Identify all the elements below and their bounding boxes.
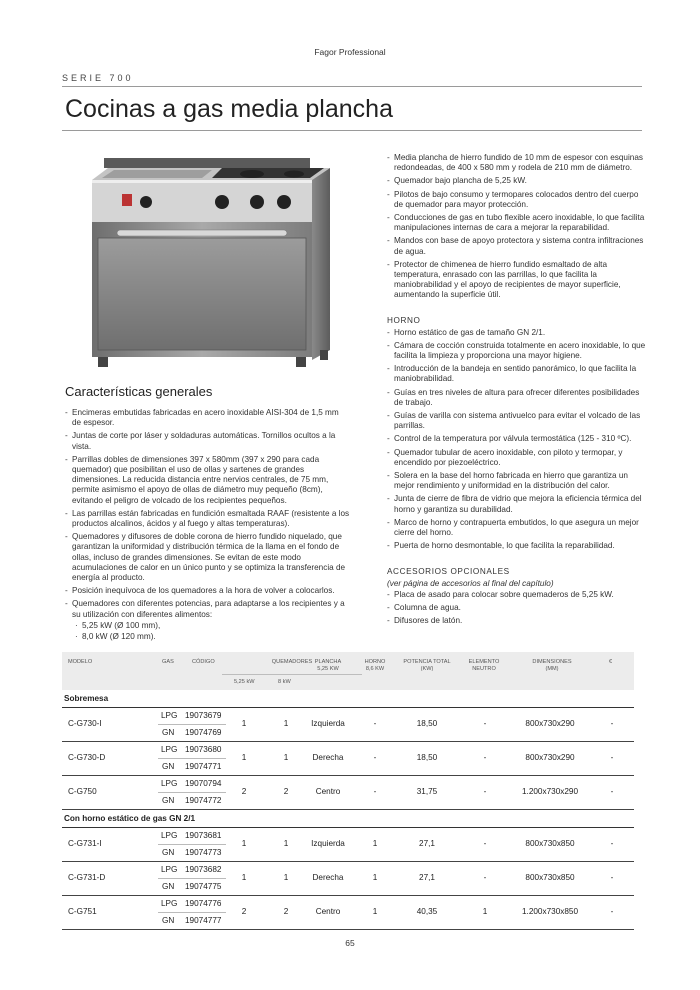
cell-model: C-G750 (68, 787, 97, 796)
cell-gas: GN (162, 728, 175, 737)
col-horno-sub: 8,6 KW (365, 665, 385, 672)
list-item: - Mandos con base de apoyo protectora y sistema contra infiltraciones de agua. (387, 236, 647, 256)
table-row (62, 862, 634, 896)
quemadores-divider (222, 674, 362, 675)
list-item: - Control de la temperatura por válvula termostática (125 - 310 ºC). (387, 434, 647, 444)
table-header (62, 652, 634, 690)
cell-precio: - (610, 719, 614, 728)
cell-gas: LPG (161, 779, 178, 788)
list-item: - Junta de cierre de fibra de vidrio que mejora la eficiencia térmica del horno y garantiza su durabilidad. (387, 494, 647, 514)
gas-divider (158, 758, 226, 759)
cell-code: 19073682 (185, 865, 222, 874)
cell-gas: LPG (161, 711, 178, 720)
col-potencia-label: POTENCIA TOTAL (403, 659, 451, 665)
list-item: - Horno estático de gas de tamaño GN 2/1. (387, 328, 647, 338)
cell-dimensiones: 800x730x850 (525, 839, 575, 848)
list-item: - Quemador tubular de acero inoxidable, con piloto y termopar, y encendido por piezoeléctrico. (387, 448, 647, 468)
cell-plancha: Centro (315, 907, 341, 916)
cell-code: 19074771 (185, 762, 222, 771)
gas-divider (158, 912, 226, 913)
table-row (62, 708, 634, 742)
cell-horno: 1 (372, 839, 378, 848)
cell-precio: - (610, 753, 614, 762)
cell-code: 19073681 (185, 831, 222, 840)
cell-code: 19074776 (185, 899, 222, 908)
cell-code: 19073679 (185, 711, 222, 720)
list-item: - Encimeras embutidas fabricadas en acero inoxidable AISI-304 de 1,5 mm de espesor. (65, 408, 350, 428)
list-item: - Guías de varilla con sistema antivuelco para evitar el volcado de las parrillas. (387, 411, 647, 431)
col-elemento (464, 659, 504, 672)
table-row (62, 776, 634, 810)
top-divider (62, 86, 642, 87)
list-item-text: Quemadores con diferentes potencias, para adaptarse a los recipientes y a su utilización con diferentes alimentos: (72, 599, 345, 619)
col-potencia (398, 659, 456, 672)
col-plancha-label: PLANCHA (314, 659, 342, 665)
cell-horno: 1 (372, 907, 378, 916)
cell-potencia: 27,1 (419, 839, 435, 848)
cell-gas: GN (162, 916, 175, 925)
cell-model: C-G731-D (68, 873, 106, 882)
cell-neutro: - (483, 839, 487, 848)
cell-quemadores-8: 1 (283, 873, 289, 882)
list-item: - Cámara de cocción construida totalmente en acero inoxidable, lo que facilita la limpieza y proporciona una mayor higiene. (387, 341, 647, 361)
cell-gas: GN (162, 848, 175, 857)
list-item: - Media plancha de hierro fundido de 10 mm de espesor con esquinas redondeadas, de 400 x 580 mm y rodela de 210 mm de diámetro. (387, 153, 647, 173)
table-row (62, 828, 634, 862)
list-item-powers (65, 599, 350, 642)
col-potencia-sub: (KW) (420, 665, 434, 672)
col-codigo: CÓDIGO (192, 659, 215, 665)
table-section-title: Sobremesa (62, 690, 634, 708)
specs-column (387, 153, 647, 629)
list-item: - Quemadores y difusores de doble corona de hierro fundido niquelado, que garantizan la uniformidad y distribución térmica de la llama en el fondo de ollas, incluso de grandes dimensiones. Se evitan de este modo acumulaciones de calor en un único punto y se optimiza la transferencia de energía al producto. (65, 532, 350, 583)
cell-quemadores-525: 1 (241, 719, 247, 728)
cell-precio: - (610, 839, 614, 848)
col-q8: 8 kW (278, 679, 291, 685)
col-gas: GAS (162, 659, 174, 665)
col-dimensiones-label: DIMENSIONES (532, 659, 572, 665)
general-list (65, 408, 350, 642)
cell-horno: - (373, 719, 377, 728)
cell-precio: - (610, 787, 614, 796)
cell-neutro: - (483, 753, 487, 762)
cell-potencia: 18,50 (416, 753, 438, 762)
cell-gas: LPG (161, 745, 178, 754)
cell-gas: LPG (161, 831, 178, 840)
cell-gas: LPG (161, 865, 178, 874)
cell-plancha: Izquierda (311, 839, 345, 848)
cell-quemadores-8: 2 (283, 907, 289, 916)
cell-quemadores-525: 1 (241, 753, 247, 762)
cell-gas: GN (162, 882, 175, 891)
cell-code: 19074777 (185, 916, 222, 925)
cell-precio: - (610, 873, 614, 882)
plate-list (387, 153, 647, 301)
cell-model: C-G730-I (68, 719, 102, 728)
cell-code: 19074772 (185, 796, 222, 805)
cell-horno: - (373, 787, 377, 796)
col-q525: 5,25 kW (234, 679, 255, 685)
col-horno-label: HORNO (364, 659, 386, 665)
oven-list (387, 328, 647, 552)
list-item: - Parrillas dobles de dimensiones 397 x 580mm (397 x 290 para cada quemador) que posibilitan el uso de ollas y sartenes de grandes dimensiones. La reducida distancia entre nervios centrales, de 75 mm, permite asimismo el apoyo de ollas de diámetro muy pequeño (8cm), evitando el peligro de volcado de los recipientes pequeños. (65, 455, 350, 506)
cell-code: 19073680 (185, 745, 222, 754)
cell-dimensiones: 800x730x290 (525, 719, 575, 728)
gas-divider (158, 724, 226, 725)
cell-quemadores-525: 2 (241, 787, 247, 796)
cell-quemadores-525: 2 (241, 907, 247, 916)
gas-divider (158, 792, 226, 793)
table-row (62, 742, 634, 776)
list-item: - Guías en tres niveles de altura para ofrecer diferentes posibilidades de trabajo. (387, 388, 647, 408)
cell-quemadores-8: 1 (283, 839, 289, 848)
cell-potencia: 27,1 (419, 873, 435, 882)
list-item: - Pilotos de bajo consumo y termopares colocados dentro del cuerpo de quemador para mayor protección. (387, 190, 647, 210)
cell-quemadores-525: 1 (241, 839, 247, 848)
cell-quemadores-525: 1 (241, 873, 247, 882)
product-photo (62, 150, 362, 370)
cell-model: C-G731-I (68, 839, 102, 848)
table-row (62, 896, 634, 930)
cell-plancha: Izquierda (311, 719, 345, 728)
page-number: 65 (345, 938, 355, 948)
general-heading: Características generales (65, 384, 213, 399)
brand-header: Fagor Professional (314, 47, 386, 57)
cell-quemadores-8: 1 (283, 753, 289, 762)
accessories-list (387, 590, 647, 627)
cell-gas: GN (162, 762, 175, 771)
col-plancha (308, 659, 348, 672)
general-features (65, 384, 350, 645)
cell-dimensiones: 800x730x290 (525, 753, 575, 762)
cell-plancha: Centro (315, 787, 341, 796)
cell-dimensiones: 1.200x730x290 (522, 787, 578, 796)
cell-potencia: 18,50 (416, 719, 438, 728)
gas-divider (158, 878, 226, 879)
list-item: - Posición inequívoca de los quemadores a la hora de volver a colocarlos. (65, 586, 350, 596)
power-item: · 5,25 kW (Ø 100 mm), (72, 621, 350, 631)
col-quemadores: QUEMADORES (271, 659, 313, 665)
col-elemento-label: ELEMENTO (468, 659, 500, 665)
col-horno (358, 659, 392, 672)
cell-gas: GN (162, 796, 175, 805)
cell-horno: - (373, 753, 377, 762)
accessories-heading: ACCESORIOS OPCIONALES (387, 566, 510, 576)
power-list (72, 621, 350, 642)
page-title: Cocinas a gas media plancha (65, 95, 393, 123)
cell-code: 19074775 (185, 882, 222, 891)
cell-code: 19074773 (185, 848, 222, 857)
gas-divider (158, 844, 226, 845)
col-dimensiones (524, 659, 580, 672)
list-item: - Puerta de horno desmontable, lo que facilita la reparabilidad. (387, 541, 647, 551)
table-section-title: Con horno estático de gas GN 2/1 (62, 810, 634, 828)
list-item: - Introducción de la bandeja en sentido panorámico, lo que facilita la maniobrabilidad. (387, 364, 647, 384)
cell-code: 19070794 (185, 779, 222, 788)
cell-plancha: Derecha (312, 753, 344, 762)
col-elemento-sub: NEUTRO (472, 665, 496, 672)
series-label: SERIE 700 (62, 73, 134, 83)
list-item: - Protector de chimenea de hierro fundido esmaltado de alta temperatura, enrasado con las parrillas, lo que facilita la maniobrabilidad y el apoyo de recipientes de mayor superficie, aumentando la superficie útil. (387, 260, 647, 301)
list-item: - Juntas de corte por láser y soldaduras automáticas. Tornillos ocultos a la vista. (65, 431, 350, 451)
oven-heading: HORNO (387, 315, 421, 325)
cell-gas: LPG (161, 899, 178, 908)
col-dimensiones-sub: (MM) (545, 665, 559, 672)
col-plancha-sub: 5,25 KW (317, 665, 339, 672)
cell-neutro: - (483, 719, 487, 728)
cell-dimensiones: 1.200x730x850 (522, 907, 578, 916)
cell-dimensiones: 800x730x850 (525, 873, 575, 882)
list-item: - Difusores de latón. (387, 616, 647, 626)
list-item: - Conducciones de gas en tubo flexible acero inoxidable, lo que facilita manipulaciones internas de cara a mejorar la reparabilidad. (387, 213, 647, 233)
models-table (62, 652, 634, 930)
accessories-note: (ver página de accesorios al final del capítulo) (387, 578, 554, 588)
cell-code: 19074769 (185, 728, 222, 737)
cell-neutro: - (483, 787, 487, 796)
cell-potencia: 31,75 (416, 787, 438, 796)
cell-neutro: - (483, 873, 487, 882)
list-item: - Marco de horno y contrapuerta embutidos, lo que asegura un mejor cierre del horno. (387, 518, 647, 538)
list-item: - Solera en la base del horno fabricada en hierro que garantiza un mejor rendimiento y uniformidad en la distribución del calor. (387, 471, 647, 491)
title-divider (62, 130, 642, 131)
col-precio: € (609, 659, 613, 665)
cell-precio: - (610, 907, 614, 916)
list-item: - Quemador bajo plancha de 5,25 kW. (387, 176, 647, 186)
cell-quemadores-8: 1 (283, 719, 289, 728)
list-item: - Columna de agua. (387, 603, 647, 613)
cell-model: C-G730-D (68, 753, 106, 762)
cell-horno: 1 (372, 873, 378, 882)
cell-potencia: 40,35 (416, 907, 438, 916)
list-item: - Las parrillas están fabricadas en fundición esmaltada RAAF (resistente a los productos alcalinos, ácidos y al fuego y altas temperaturas). (65, 509, 350, 529)
cell-plancha: Derecha (312, 873, 344, 882)
cell-quemadores-8: 2 (283, 787, 289, 796)
cell-neutro: 1 (482, 907, 488, 916)
power-item: · 8,0 kW (Ø 120 mm). (72, 632, 350, 642)
table-body (62, 690, 634, 930)
cell-model: C-G751 (68, 907, 97, 916)
list-item: - Placa de asado para colocar sobre quemaderos de 5,25 kW. (387, 590, 647, 600)
col-modelo: MODELO (68, 659, 93, 665)
